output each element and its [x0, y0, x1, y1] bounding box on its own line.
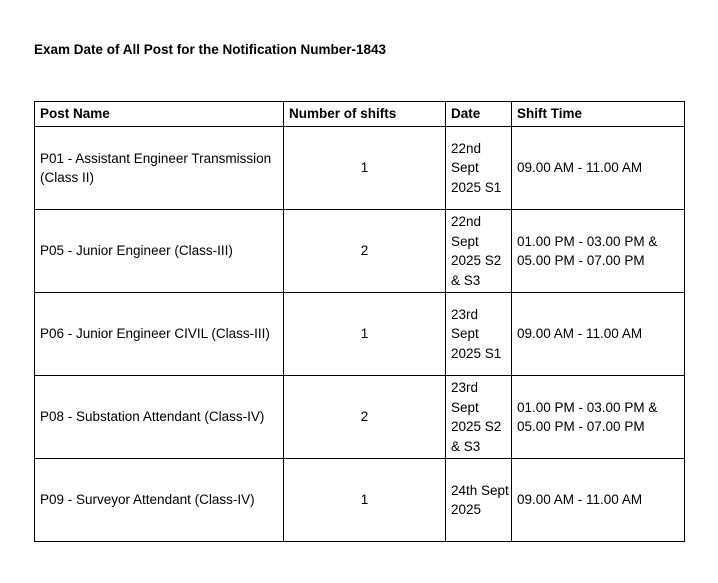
header-date: Date [446, 102, 512, 127]
table-header-row [35, 102, 685, 127]
date-cell: 23rd Sept 2025 S1 [446, 293, 512, 376]
post-name-cell: P09 - Surveyor Attendant (Class-IV) [35, 459, 284, 542]
shift-time-cell: 09.00 AM - 11.00 AM [512, 459, 685, 542]
number-of-shifts-cell: 2 [284, 376, 446, 459]
document-title: Exam Date of All Post for the Notification Number-1843 [34, 42, 387, 57]
post-name-cell: P06 - Junior Engineer CIVIL (Class-III) [35, 293, 284, 376]
table-row [35, 376, 685, 459]
shift-time-cell: 01.00 PM - 03.00 PM & 05.00 PM - 07.00 PM [512, 210, 685, 293]
number-of-shifts-cell: 1 [284, 127, 446, 210]
date-cell: 24th Sept 2025 [446, 459, 512, 542]
number-of-shifts-cell: 1 [284, 459, 446, 542]
table-row [35, 210, 685, 293]
header-number-of-shifts: Number of shifts [284, 102, 446, 127]
exam-schedule-table [34, 101, 685, 542]
post-name-cell: P01 - Assistant Engineer Transmission (Class II) [35, 127, 284, 210]
date-cell: 23rd Sept 2025 S2 & S3 [446, 376, 512, 459]
number-of-shifts-cell: 1 [284, 293, 446, 376]
shift-time-cell: 09.00 AM - 11.00 AM [512, 293, 685, 376]
table-row [35, 293, 685, 376]
table-row [35, 459, 685, 542]
shift-time-cell: 01.00 PM - 03.00 PM & 05.00 PM - 07.00 PM [512, 376, 685, 459]
number-of-shifts-cell: 2 [284, 210, 446, 293]
table-row [35, 127, 685, 210]
header-shift-time: Shift Time [512, 102, 685, 127]
post-name-cell: P05 - Junior Engineer (Class-III) [35, 210, 284, 293]
header-post-name: Post Name [35, 102, 284, 127]
date-cell: 22nd Sept 2025 S2 & S3 [446, 210, 512, 293]
date-cell: 22nd Sept 2025 S1 [446, 127, 512, 210]
shift-time-cell: 09.00 AM - 11.00 AM [512, 127, 685, 210]
post-name-cell: P08 - Substation Attendant (Class-IV) [35, 376, 284, 459]
